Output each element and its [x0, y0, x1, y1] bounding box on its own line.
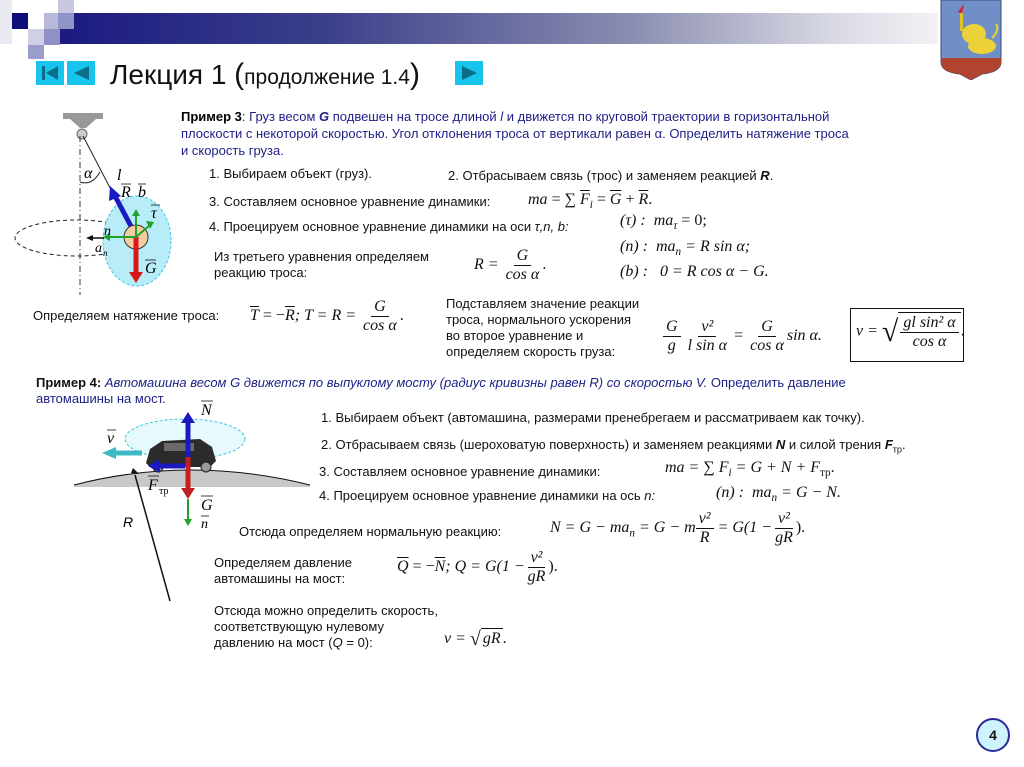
- ex4-projection: [716, 484, 841, 504]
- proj-sub: n: [675, 246, 682, 259]
- numerator: v²: [696, 510, 714, 529]
- var-Q: Q: [332, 635, 343, 650]
- tau-label: τ: [151, 205, 157, 222]
- T: $\overline{T}$: [250, 307, 259, 325]
- proj-expr: ma: [655, 238, 676, 255]
- fraction: [360, 298, 400, 335]
- eq-sub: тр: [820, 467, 831, 480]
- eq-sub: i: [728, 467, 732, 480]
- numerator: G: [663, 318, 681, 337]
- statement-text: подвешен на тросе длиной: [329, 109, 501, 124]
- pressure-equation: [397, 549, 558, 586]
- title-paren: ): [409, 58, 420, 91]
- denominator: cos α: [750, 337, 784, 354]
- n-label: n: [104, 224, 111, 239]
- numerator: v²: [775, 510, 793, 529]
- example3-statement-line3: и скорость груза.: [181, 143, 284, 158]
- ex3-step1: 1. Выбираем объект (груз).: [209, 166, 372, 181]
- sqrt: √ gR: [469, 628, 501, 650]
- deco-square: [12, 13, 28, 29]
- numerator: G: [371, 298, 389, 317]
- example4-statement: [36, 375, 846, 391]
- ex4-step1: 1. Выбираем объект (автомашина, размерами пренебрегаем и рассматриваем как точку).: [321, 410, 865, 425]
- title-subtitle: продолжение 1.4: [244, 66, 410, 89]
- var-l: l: [500, 109, 504, 124]
- step4-text: 4. Проецируем основное уравнение динамики на оси: [209, 219, 535, 234]
- speed-text-part: = 0):: [342, 635, 373, 650]
- velocity-line: Подставляем значение реакции: [446, 296, 640, 311]
- R: $\overline{R}$: [284, 307, 295, 325]
- an-sub-label: n: [103, 248, 108, 258]
- eq: = −: [408, 558, 435, 576]
- fraction: [503, 247, 543, 284]
- velocity-result: [856, 312, 965, 352]
- deco-square: [0, 0, 12, 44]
- ex3-step3: 3. Составляем основное уравнение динамики:: [209, 194, 491, 209]
- statement-text: Автомашина весом G движется по выпуклому мосту (радиус кривизны равен R) со скоростью V.: [101, 375, 708, 390]
- speed-line: [214, 635, 438, 651]
- eq-a: N = G − ma: [550, 519, 630, 537]
- title-main: Лекция 1: [110, 59, 227, 90]
- denominator: cos α: [912, 333, 947, 350]
- deco-square: [44, 29, 60, 45]
- G-label: G: [145, 260, 157, 277]
- speed-line: соответствующую нулевому: [214, 619, 384, 634]
- page-number-badge: 4: [976, 718, 1010, 752]
- denominator: cos α: [363, 317, 397, 334]
- fraction: [525, 549, 549, 586]
- lhs: R =: [474, 256, 499, 274]
- length-label: l: [117, 167, 122, 184]
- proj-sub: τ: [673, 220, 678, 233]
- alpha-label: α: [84, 165, 93, 182]
- end: .: [542, 256, 547, 274]
- example3-statement: [181, 109, 829, 125]
- b-label: b: [138, 184, 146, 201]
- end: .: [399, 307, 404, 325]
- eq-sum: ∑: [564, 191, 576, 208]
- reaction-equation: [474, 247, 546, 284]
- reaction-line1: Из третьего уравнения определяем: [214, 249, 429, 264]
- deco-square: [58, 0, 74, 13]
- proj-expr: ma: [751, 484, 772, 501]
- radicand: gR: [481, 628, 503, 651]
- an-label: a: [95, 241, 102, 256]
- fraction: [772, 510, 796, 547]
- example3-statement-line2: плоскости с некоторой скоростью. Угол отклонения троса от вертикали равен α. Определить натяжение троса: [181, 126, 849, 141]
- reaction-text: [214, 249, 429, 281]
- eq-sub: n: [629, 527, 635, 540]
- velocity-line: во второе уравнение и: [446, 328, 584, 343]
- statement-text: : Груз весом: [241, 109, 320, 124]
- numerator: G: [514, 247, 532, 266]
- proj-label: (τ) :: [620, 212, 646, 229]
- proj-n: [620, 238, 750, 258]
- eq-rest: = G + N + F: [731, 459, 821, 476]
- velocity-line: троса, нормального ускорения: [446, 312, 632, 327]
- ex4-step4: [319, 488, 655, 504]
- triangle-right-icon: [459, 65, 479, 81]
- step2-end: .: [769, 168, 774, 183]
- step2-text: 2. Отбрасываем связь (трос) и заменяем реакцией: [448, 168, 761, 183]
- eq-b: = G − m: [634, 519, 696, 537]
- lhs: v =: [444, 630, 466, 648]
- speed-text-part: давлению на мост (: [214, 635, 333, 650]
- deco-square: [28, 45, 44, 59]
- example4-statement-line2: автомашины на мост.: [36, 391, 166, 406]
- pressure-line: автомашины на мост:: [214, 571, 346, 586]
- denominator: R: [699, 529, 710, 546]
- N-label: N: [201, 402, 212, 419]
- proj-expr: 0 = R cos α − G.: [659, 263, 769, 280]
- step4-axes: τ,n, b:: [534, 219, 569, 234]
- statement-text: и движется по круговой траектории в горизонтальной: [503, 109, 830, 124]
- fraction: [900, 314, 958, 351]
- denominator: gR: [775, 529, 793, 546]
- speed-text: [214, 603, 438, 651]
- R-label: R: [121, 184, 131, 201]
- velocity-line: определяем скорость груза:: [446, 344, 616, 359]
- ex3-step4: [209, 219, 569, 235]
- eq-G: $\overline{G}$: [609, 191, 622, 208]
- reaction-line2: реакцию троса:: [214, 265, 308, 280]
- conical-pendulum-diagram: [0, 100, 200, 300]
- sqrt: √ $\frac{\text{gl sin² α}}{\text{cos α}}$: [882, 312, 961, 352]
- numerator: G: [758, 318, 776, 337]
- eq: =: [734, 327, 744, 345]
- eq-ma: ma: [528, 191, 548, 208]
- Q: $\overline{Q}$: [397, 558, 409, 576]
- var-G: G: [319, 109, 330, 124]
- proj-b: [620, 263, 769, 281]
- step2-end: .: [902, 437, 906, 452]
- ex3-step2: [448, 168, 773, 184]
- denominator: cos α: [505, 266, 540, 283]
- proj-label: (n) :: [716, 484, 744, 501]
- statement-text: Определить давление: [707, 375, 846, 390]
- proj-rhs: = 0;: [677, 212, 707, 229]
- eq-d: ; Q = G(1 −: [445, 558, 525, 576]
- numerator: v²: [528, 549, 546, 568]
- step2-mid: и силой трения: [785, 437, 885, 452]
- eq: = −: [258, 307, 285, 325]
- previous-slide-button[interactable]: [67, 61, 95, 85]
- pressure-line: Определяем давление: [214, 555, 353, 570]
- ex4-step3: 3. Составляем основное уравнение динамики:: [319, 464, 601, 479]
- step2-text: 2. Отбрасываем связь (шероховатую поверхность) и заменяем реакциями: [321, 437, 776, 452]
- proj-label: (b) :: [620, 263, 648, 280]
- end: .: [502, 630, 507, 648]
- R-label: R: [123, 514, 134, 530]
- page-title: [110, 58, 420, 92]
- fraction: [663, 318, 681, 355]
- numerator: gl sin² α: [900, 314, 958, 333]
- proj-rhs: = G − N.: [777, 484, 841, 501]
- skip-to-start-icon: [40, 65, 60, 81]
- city-crest-icon: [938, 0, 1004, 80]
- var-F: F: [884, 437, 893, 452]
- F-label: F: [148, 477, 158, 494]
- eq-end: .: [830, 459, 835, 476]
- fraction: [696, 510, 714, 547]
- velocity-equation: [663, 318, 822, 355]
- tension-equation: [250, 298, 404, 335]
- speed-equation: [444, 628, 507, 651]
- eq-text: ma = ∑ F: [665, 459, 729, 476]
- velocity-text: [446, 296, 639, 360]
- header-gradient-bar: [58, 13, 938, 44]
- triangle-left-icon: [71, 65, 91, 81]
- lhs: v =: [856, 322, 878, 340]
- next-slide-button[interactable]: [455, 61, 483, 85]
- ex4-step2: [321, 437, 906, 458]
- denominator: l sin α: [687, 337, 728, 354]
- denominator: g: [667, 337, 676, 354]
- eq-R: $\overline{R}$: [638, 191, 649, 208]
- ex4-main-equation: [665, 459, 835, 479]
- proj-rhs: = R sin α;: [681, 238, 751, 255]
- speed-line: Отсюда можно определить скорость,: [214, 603, 438, 618]
- var-R: R: [760, 168, 770, 183]
- proj-sub: n: [771, 492, 778, 505]
- eq-end: ).: [548, 558, 558, 576]
- proj-tau: [620, 212, 707, 232]
- G-label: G: [201, 497, 213, 514]
- v-label: v: [107, 430, 115, 447]
- eq-c: = G(1 −: [713, 519, 773, 537]
- pressure-text: [214, 555, 352, 587]
- proj-expr: ma: [653, 212, 674, 229]
- Ftr-sub-label: тр: [159, 486, 169, 497]
- deco-square: [28, 29, 44, 45]
- title-paren: (: [234, 58, 245, 91]
- n-label: n: [201, 517, 208, 532]
- first-slide-button[interactable]: [36, 61, 64, 85]
- var-F-sub: тр: [892, 444, 902, 455]
- normal-reaction-text: Отсюда определяем нормальную реакцию:: [239, 524, 502, 539]
- step4-text: 4. Проецируем основное уравнение динамики на ось: [319, 488, 645, 503]
- step4-axis: n:: [644, 488, 656, 503]
- eq-i: i: [589, 199, 593, 212]
- proj-label: (n) :: [620, 238, 648, 255]
- fraction: [747, 318, 787, 355]
- N: $\overline{N}$: [434, 558, 446, 576]
- tension-text: Определяем натяжение троса:: [33, 308, 220, 323]
- var-N: N: [775, 437, 786, 452]
- numerator: v²: [698, 318, 716, 337]
- normal-reaction-equation: [550, 510, 805, 547]
- end: .: [960, 322, 965, 340]
- fraction: [685, 318, 731, 355]
- example4-heading: Пример 4:: [36, 375, 102, 390]
- deco-square: [58, 13, 74, 29]
- tail: sin α.: [786, 327, 822, 345]
- ex3-main-equation: ma = ∑ $\overline{F}_i = \overline{G} + \overline{R}$.: [528, 191, 653, 212]
- sep: ; T = R =: [294, 307, 357, 325]
- denominator: gR: [527, 568, 546, 585]
- eq-end: ).: [795, 519, 806, 537]
- eq-F: $\overline{F}$: [580, 191, 590, 208]
- example3-heading: Пример 3: [181, 109, 242, 124]
